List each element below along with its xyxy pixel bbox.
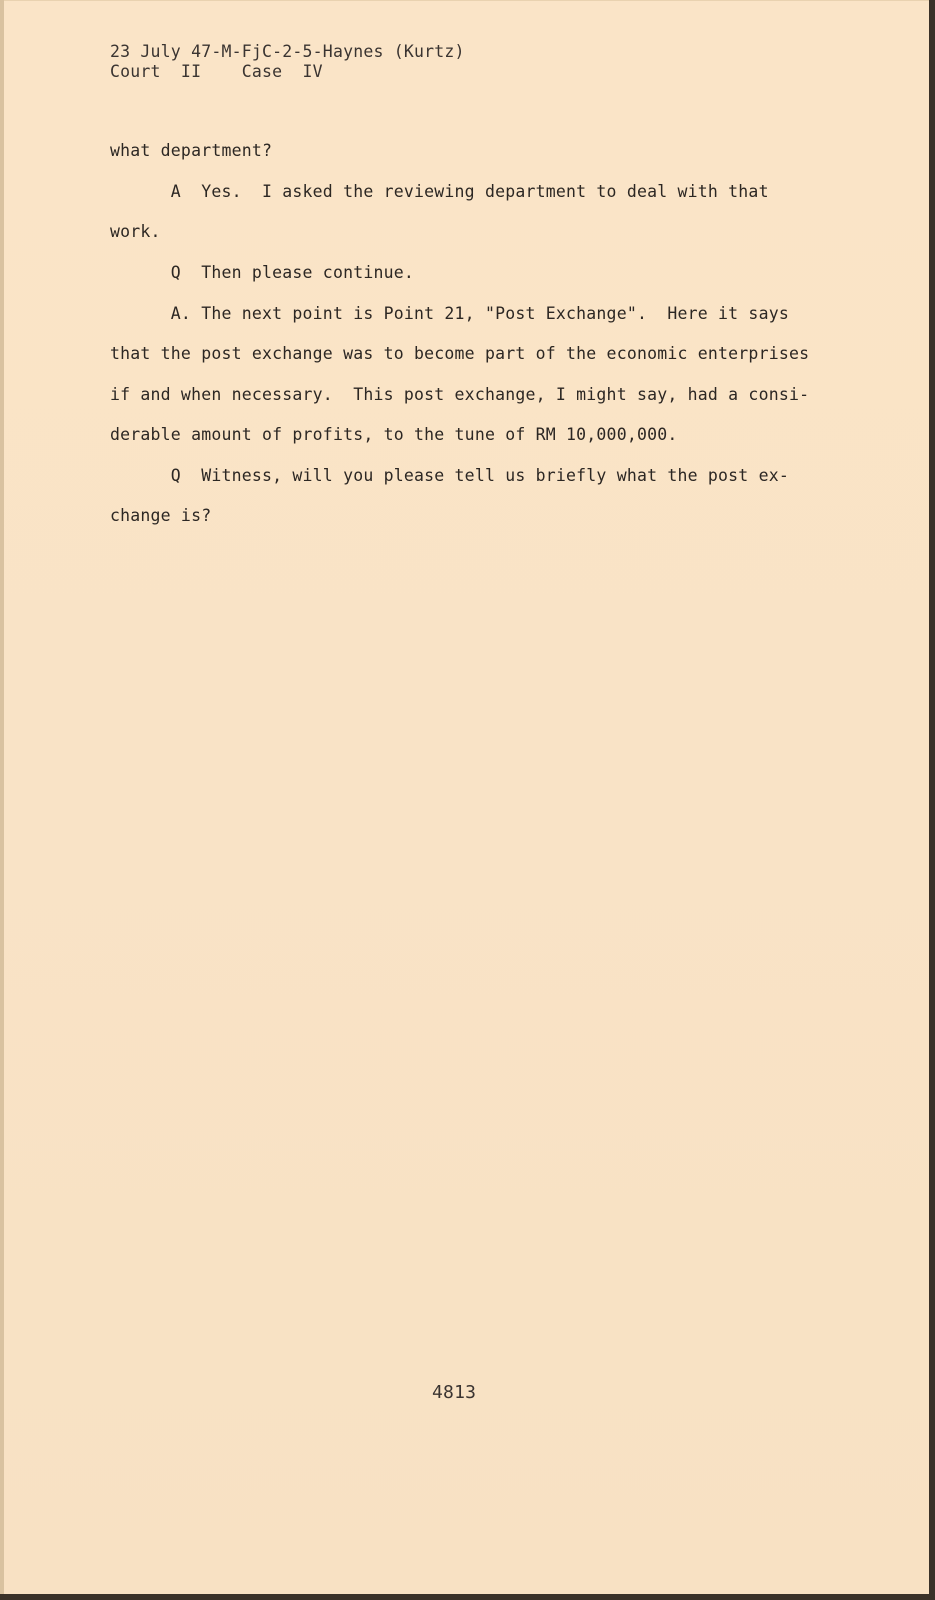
transcript-line: what department? — [110, 141, 273, 160]
transcript-line: A. The next point is Point 21, "Post Exchange". Here it says — [110, 304, 789, 323]
transcript-line: A Yes. I asked the reviewing department to deal with that — [110, 182, 769, 201]
page-right-edge — [929, 0, 935, 1600]
transcript-line: if and when necessary. This post exchange, I might say, had a consi- — [110, 385, 810, 404]
page-number: 4813 — [432, 1382, 477, 1403]
transcript-line: work. — [110, 222, 161, 241]
transcript-line: Q Witness, will you please tell us briefly what the post ex- — [110, 466, 789, 485]
transcript-line: derable amount of profits, to the tune of RM 10,000,000. — [110, 425, 678, 444]
transcript-line: change is? — [110, 506, 212, 525]
header-court-case: Court II Case IV — [110, 62, 323, 81]
page-bottom-edge — [0, 1594, 935, 1600]
transcript-line: Q Then please continue. — [110, 263, 415, 282]
page-left-edge — [0, 0, 4, 1600]
transcript-line: that the post exchange was to become part of the economic enterprises — [110, 344, 810, 363]
header-case-reference: 23 July 47-M-FjC-2-5-Haynes (Kurtz) — [110, 42, 465, 61]
